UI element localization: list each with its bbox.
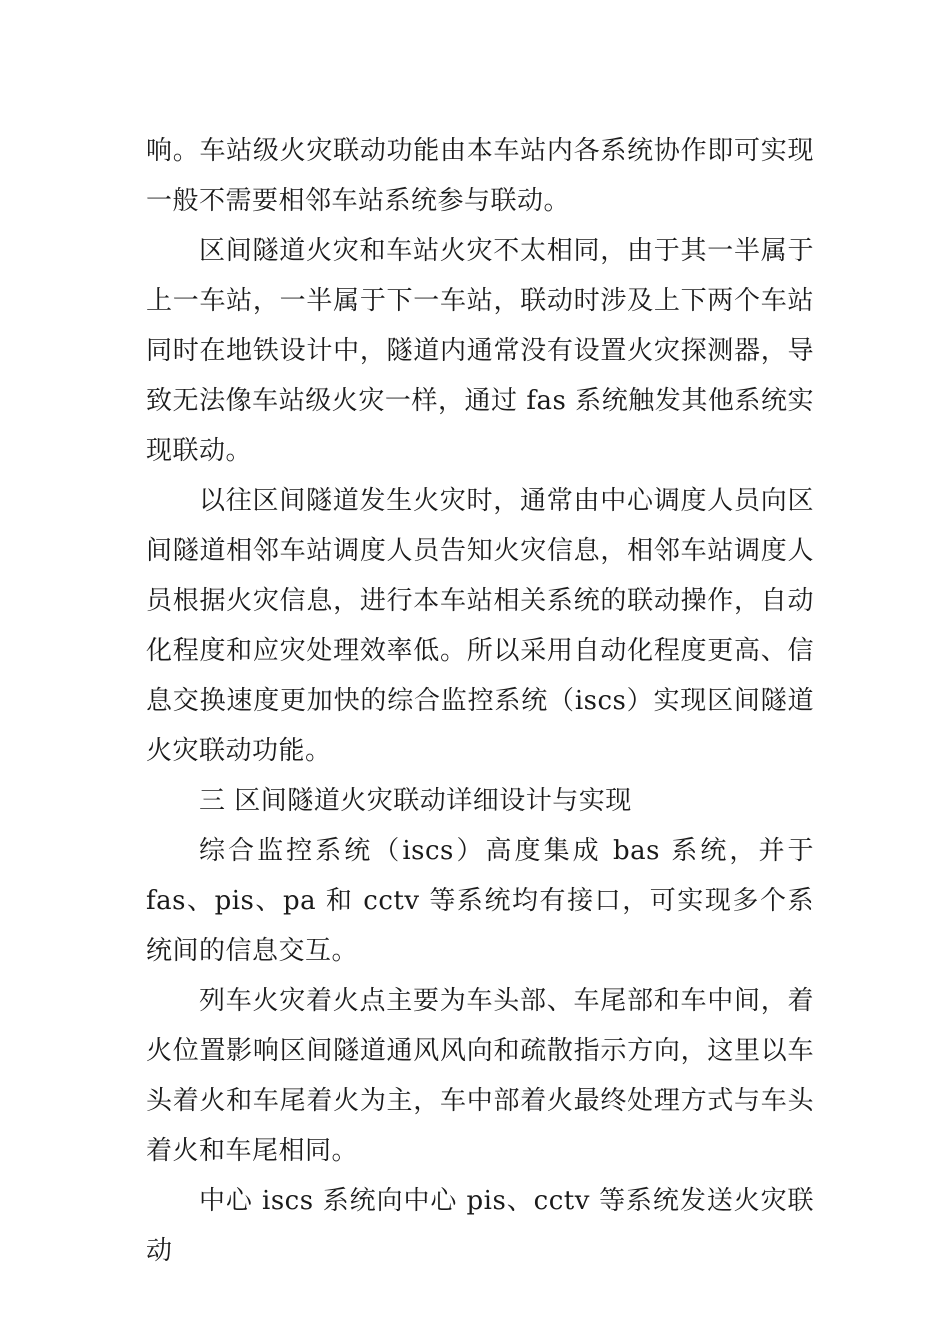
section-heading-3: 三 区间隧道火灾联动详细设计与实现: [199, 786, 632, 816]
paragraph-6: 中心 iscs 系统向中心 pis、cctv 等系统发送火灾联动: [146, 1186, 814, 1266]
paragraph-2: 区间隧道火灾和车站火灾不太相同，由于其一半属于上一车站，一半属于下一车站，联动时涉及上下两个车站同时在地铁设计中，隧道内通常没有设置火灾探测器，导致无法像车站级火灾一样，通过 fas 系统触发其他系统实现联动。: [146, 236, 814, 466]
paragraph-5: 列车火灾着火点主要为车头部、车尾部和车中间，着火位置影响区间隧道通风风向和疏散指示方向，这里以车头着火和车尾着火为主，车中部着火最终处理方式与车头着火和车尾相同。: [146, 986, 814, 1166]
paragraph-4: 综合监控系统（iscs）高度集成 bas 系统，并于 fas、pis、pa 和 cctv 等系统均有接口，可实现多个系统间的信息交互。: [146, 836, 814, 966]
paragraph-1: 响。车站级火灾联动功能由本车站内各系统协作即可实现一般不需要相邻车站系统参与联动。: [146, 136, 814, 216]
document-body: [146, 126, 814, 1276]
paragraph-3: 以往区间隧道发生火灾时，通常由中心调度人员向区间隧道相邻车站调度人员告知火灾信息，相邻车站调度人员根据火灾信息，进行本车站相关系统的联动操作，自动化程度和应灾处理效率低。所以采用自动化程度更高、信息交换速度更加快的综合监控系统（iscs）实现区间隧道火灾联动功能。: [146, 486, 814, 766]
